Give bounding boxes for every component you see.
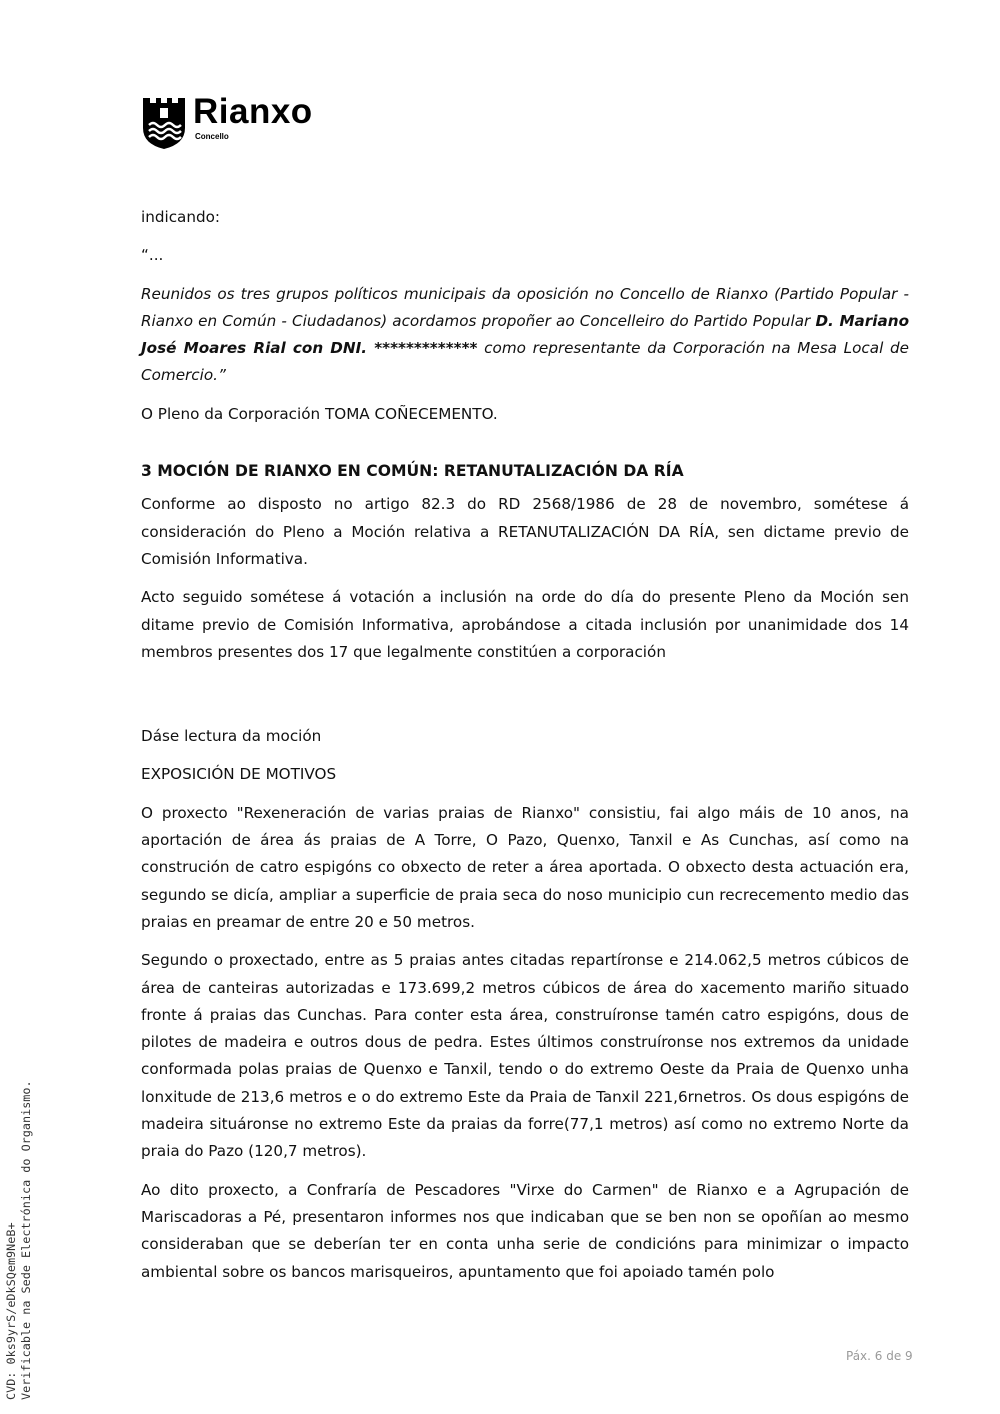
paragraph-dase: Dáse lectura da moción: [141, 727, 322, 746]
paragraph-segundo: Segundo o proxectado, entre as 5 praias antes citadas repartíronse e 214.062,5 metros cúbicos de área de canteiras autorizadas e 173.699,2 metros cúbicos de área do xacemento mariño situado fronte á praias das Cunchas. Para conter esta área, construíronse tamén catro espigóns, dous de pilotes de madeira e outros dous de pedra. Estes últimos construíronse nos extremos da unidade conformada polas praias de Quenxo e Tanxil, tendo o do extremo Oeste da Praia de Quenxo unha lonxitude de 213,6 metros e o do extremo Este da Praia de Tanxil 221,6rnetros. Os dous espigóns de madeira situáronse no extremo Este da praias da forre(77,1 metros) así como no extremo Norte da praia do Pazo (120,7 metros).: [141, 951, 909, 1161]
section-heading: 3 MOCIÓN DE RIANXO EN COMÚN: RETANUTALIZACIÓN DA RÍA: [141, 462, 684, 481]
cvd-code: CVD: 0ks9yrS/eDkSQem9NeB+: [4, 1222, 18, 1400]
logo-name: Rianxo: [193, 92, 313, 131]
logo-subtitle: Concello: [195, 132, 229, 141]
verification-margin-text: [4, 1080, 34, 1400]
page-number: Páx. 6 de 9: [846, 1349, 913, 1363]
quote-bold-text: D. Mariano José Moares Rial con DNI. *************: [141, 311, 910, 358]
quote-text-part1: Reunidos os tres grupos políticos municipais da oposición no Concello de Rianxo (Partido Popular - Rianxo en Común - Ciudadanos) acordamos propoñer ao Concelleiro do Partido Popular: [141, 284, 909, 330]
paragraph-exposicion: EXPOSICIÓN DE MOTIVOS: [141, 765, 337, 784]
paragraph-ao-dito: Ao dito proxecto, a Confraría de Pescadores "Virxe do Carmen" de Rianxo e a Agrupación de Mariscadoras a Pé, presentaron informes nos que indicaban que se ben non se opoñían ao mesmo consideraban que se deberían ter en conta unha serie de condicións para minimizar o impacto ambiental sobre os bancos marisqueiros, apuntamento que foi apoiado tamén polo: [141, 1180, 909, 1281]
quote-open: “...: [141, 246, 164, 265]
quote-text-part2: como representante da Corporación na Mesa Local de Comercio.”: [141, 339, 909, 385]
paragraph-proxecto: O proxecto "Rexeneración de varias praias de Rianxo" consistiu, fai algo máis de 10 anos, na aportación de área ás praias de A Torre, O Pazo, Quenxo, Tanxil e As Cunchas, así como na construción de catro espigóns co obxecto de reter a área aportada. O obxecto desta actuación era, segundo se dicía, ampliar a superficie de praia seca do noso municipio cun recrecemento medio das praias en preamar de entre 20 e 50 metros.: [141, 803, 909, 931]
paragraph-conforme: Conforme ao disposto no artigo 82.3 do RD 2568/1986 de 28 de novembro, sométese á consideración do Pleno a Moción relativa a RETANUTALIZACIÓN DA RÍA, sen dictame previo de Comisión Informativa.: [141, 495, 909, 568]
quote-paragraph: [141, 281, 909, 390]
spacer: [141, 677, 909, 723]
paragraph-acto: Acto seguido sométese á votación a inclusión na orde do día do presente Pleno da Moción sen ditame previo de Comisión Informativa, aprobándose a citada inclusión por unanimidade dos 14 membros presentes dos 17 que legalmente constitúen a corporación: [141, 588, 909, 661]
document-body: [141, 204, 909, 1297]
concello-logo: [141, 94, 351, 152]
verification-note: Verificable na Sede Electrónica do Organismo.: [19, 1080, 33, 1400]
rianxo-shield-icon: [141, 94, 187, 150]
paragraph-indicando: indicando:: [141, 208, 221, 226]
paragraph-toma: O Pleno da Corporación TOMA COÑECEMENTO.: [141, 404, 498, 423]
